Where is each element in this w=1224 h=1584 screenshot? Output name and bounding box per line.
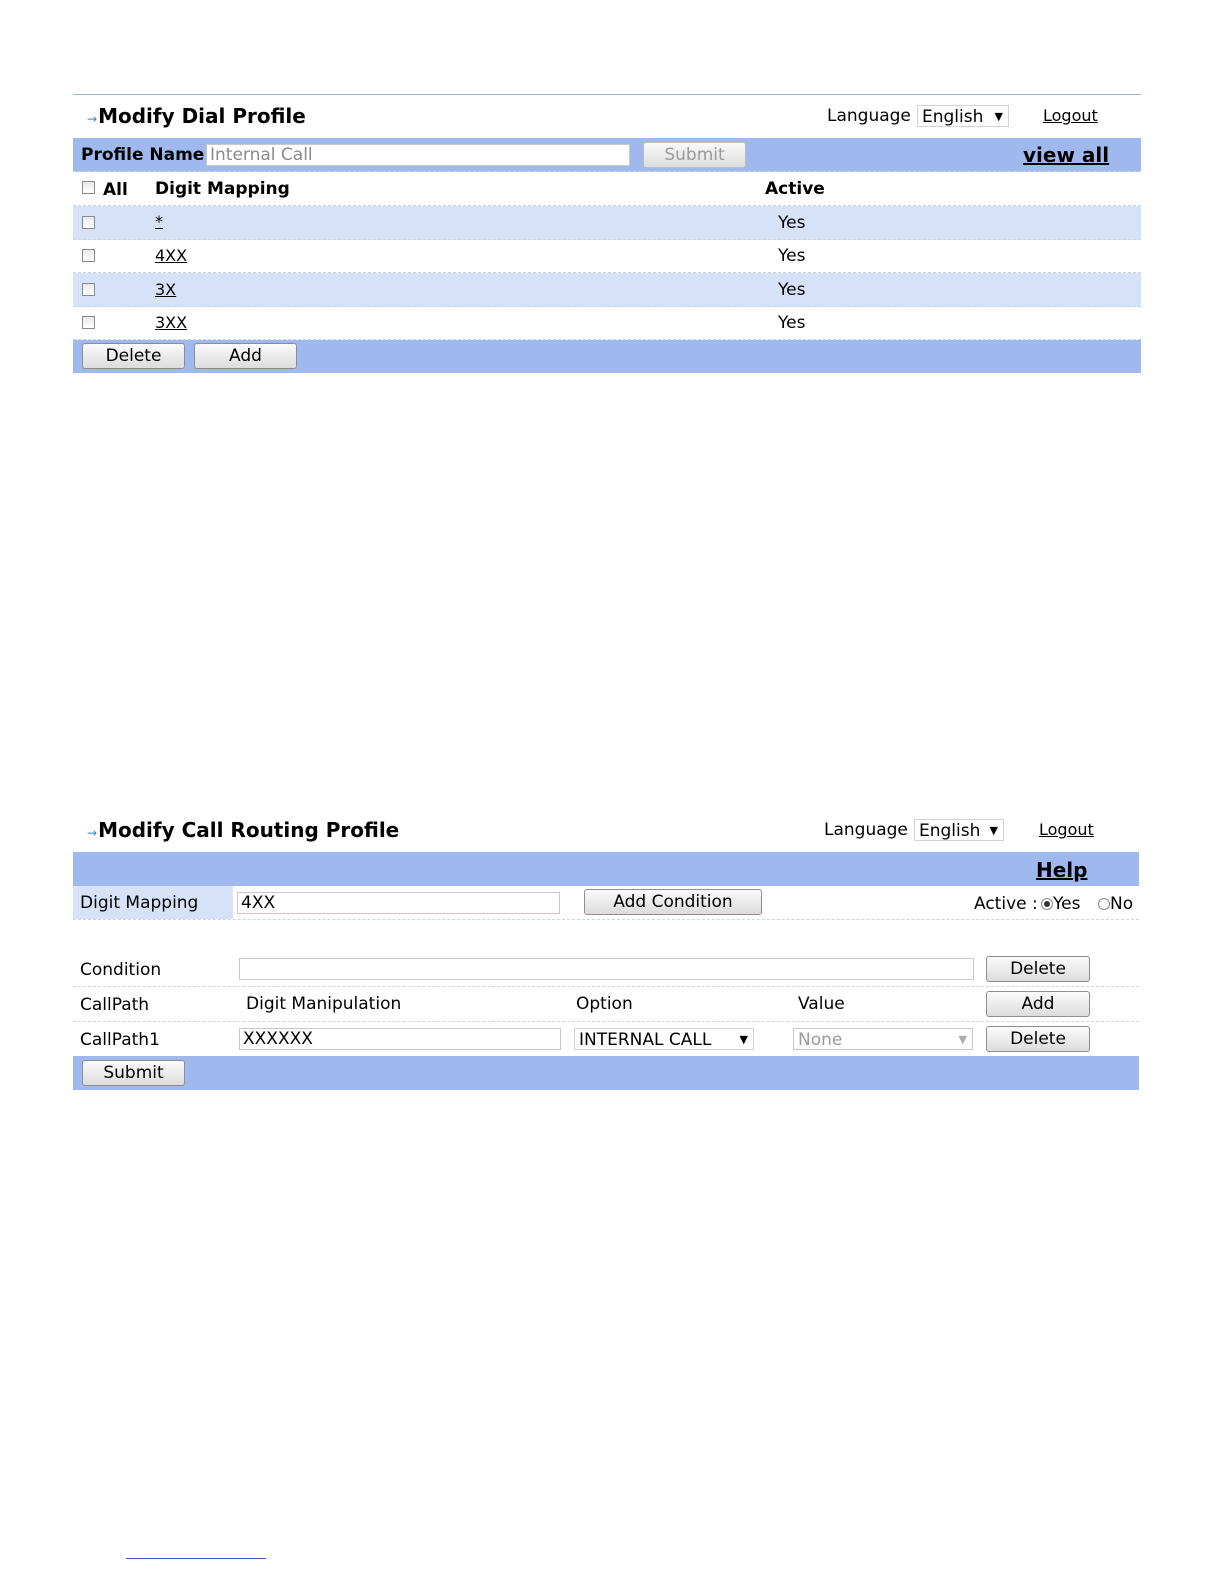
- language-value: English: [922, 107, 984, 127]
- call-routing-header: [73, 810, 1139, 850]
- active-value: Yes: [778, 213, 806, 233]
- callpath1-delete-button[interactable]: Delete: [986, 1026, 1090, 1052]
- digit-mapping-label: Digit Mapping: [80, 893, 199, 913]
- digit-mapping-link[interactable]: 4XX: [155, 246, 188, 265]
- digit-mapping-label-cell: [73, 886, 233, 919]
- value-value: None: [798, 1030, 843, 1050]
- language-label: Language: [824, 820, 908, 840]
- page-title: →Modify Call Routing Profile: [87, 818, 400, 842]
- table-row: [73, 273, 1141, 307]
- column-digit-mapping: Digit Mapping: [155, 179, 290, 199]
- condition-row: [73, 920, 1139, 987]
- callpath-header-row: [73, 987, 1139, 1022]
- language-value: English: [919, 821, 981, 841]
- chevron-down-icon: ▼: [994, 110, 1003, 123]
- submit-button[interactable]: Submit: [82, 1060, 185, 1086]
- add-button[interactable]: Add: [194, 343, 297, 369]
- active-value: Yes: [778, 313, 806, 333]
- top-divider: [73, 94, 1141, 95]
- language-select[interactable]: [914, 819, 1004, 841]
- callpath-label: CallPath: [80, 995, 150, 1015]
- language-select[interactable]: [917, 105, 1009, 127]
- logout-link[interactable]: Logout: [1043, 106, 1098, 125]
- active-label: Active :: [974, 894, 1038, 914]
- active-no-option[interactable]: No: [1098, 894, 1133, 914]
- submit-button[interactable]: Submit: [643, 142, 746, 168]
- language-label: Language: [827, 106, 911, 126]
- table-row: [73, 206, 1141, 240]
- table-row: [73, 306, 1141, 340]
- arrow-icon: →: [87, 826, 98, 840]
- condition-input[interactable]: [239, 958, 974, 980]
- option-select[interactable]: [574, 1028, 754, 1050]
- column-active: Active: [765, 179, 825, 199]
- callpath1-row: [73, 1022, 1139, 1056]
- select-all-checkbox[interactable]: [82, 181, 95, 194]
- chevron-down-icon: ▼: [739, 1033, 748, 1046]
- table-row: [73, 239, 1141, 273]
- dial-profile-panel: [73, 96, 1141, 373]
- add-condition-button[interactable]: Add Condition: [584, 889, 762, 915]
- chevron-down-icon: ▼: [989, 824, 998, 837]
- profile-name-input[interactable]: Internal Call: [206, 144, 630, 166]
- callpath-add-button[interactable]: Add: [986, 991, 1090, 1017]
- help-bar: [73, 852, 1139, 886]
- callpath1-label: CallPath1: [80, 1030, 160, 1050]
- arrow-icon: →: [87, 112, 98, 126]
- digit-mapping-link[interactable]: 3XX: [155, 313, 188, 332]
- footnote-divider: [126, 1558, 266, 1559]
- table-header: [73, 172, 1141, 206]
- value-select[interactable]: [793, 1028, 973, 1050]
- delete-button[interactable]: Delete: [82, 343, 185, 369]
- option-label: Option: [576, 994, 633, 1014]
- digit-mapping-input[interactable]: 4XX: [237, 892, 560, 914]
- call-routing-panel: [73, 810, 1139, 1090]
- row-checkbox[interactable]: [82, 316, 95, 329]
- option-value: INTERNAL CALL: [579, 1030, 712, 1050]
- active-yes-option[interactable]: Yes: [1041, 894, 1080, 914]
- digit-mapping-row: [73, 886, 1139, 920]
- view-all-link[interactable]: view all: [1023, 143, 1110, 167]
- profile-name-bar: [73, 138, 1141, 172]
- value-label: Value: [798, 994, 845, 1014]
- logout-link[interactable]: Logout: [1039, 820, 1094, 839]
- profile-name-label: Profile Name: [81, 145, 205, 165]
- radio-selected-icon[interactable]: [1041, 898, 1053, 910]
- condition-delete-button[interactable]: Delete: [986, 956, 1090, 982]
- dial-profile-header: [73, 96, 1141, 136]
- row-checkbox[interactable]: [82, 283, 95, 296]
- active-value: Yes: [778, 280, 806, 300]
- radio-unselected-icon[interactable]: [1098, 898, 1110, 910]
- condition-label: Condition: [80, 960, 162, 980]
- page-title: →Modify Dial Profile: [87, 104, 306, 128]
- submit-bar: [73, 1056, 1139, 1090]
- action-bar: [73, 340, 1141, 373]
- digit-manipulation-label: Digit Manipulation: [246, 994, 402, 1014]
- column-all: All: [103, 180, 128, 200]
- digit-mapping-link[interactable]: 3X: [155, 280, 177, 299]
- active-value: Yes: [778, 246, 806, 266]
- row-checkbox[interactable]: [82, 249, 95, 262]
- row-checkbox[interactable]: [82, 216, 95, 229]
- digit-mapping-link[interactable]: *: [155, 212, 163, 231]
- chevron-down-icon: ▼: [958, 1033, 967, 1046]
- digit-manipulation-input[interactable]: XXXXXX: [239, 1028, 561, 1050]
- help-link[interactable]: Help: [1036, 858, 1088, 882]
